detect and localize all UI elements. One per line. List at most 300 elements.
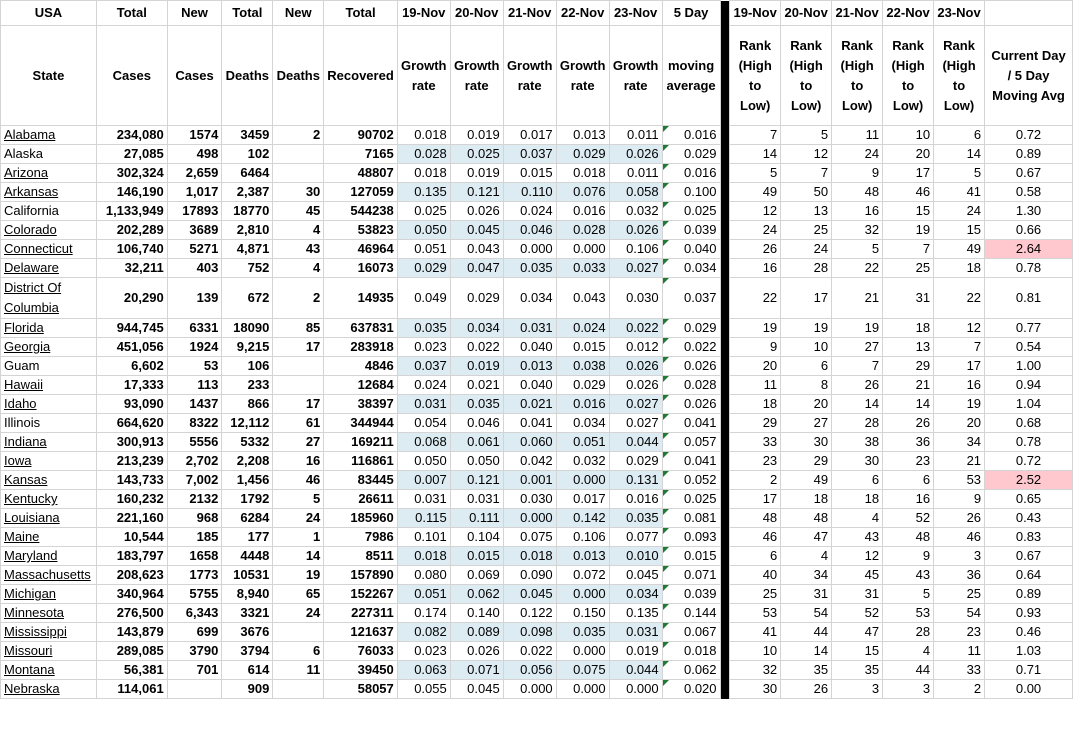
growth-rate-cell[interactable]: 0.075 xyxy=(556,661,609,680)
moving-average-cell[interactable]: 0.041 xyxy=(662,452,720,471)
new-deaths-cell[interactable]: 4 xyxy=(273,221,324,240)
rank-cell[interactable]: 47 xyxy=(832,623,883,642)
new-cases-cell[interactable]: 113 xyxy=(167,376,222,395)
rank-cell[interactable]: 14 xyxy=(781,642,832,661)
header-cell[interactable]: Rank (High to Low) xyxy=(781,26,832,126)
header-cell[interactable]: Deaths xyxy=(273,26,324,126)
rank-cell[interactable]: 53 xyxy=(934,471,985,490)
total-cases-cell[interactable]: 300,913 xyxy=(96,433,167,452)
header-cell[interactable]: Rank (High to Low) xyxy=(883,26,934,126)
growth-rate-cell[interactable]: 0.028 xyxy=(397,145,450,164)
total-cases-cell[interactable]: 234,080 xyxy=(96,126,167,145)
rank-cell[interactable]: 5 xyxy=(934,164,985,183)
growth-rate-cell[interactable]: 0.024 xyxy=(556,319,609,338)
state-cell[interactable] xyxy=(1,547,97,566)
rank-cell[interactable]: 21 xyxy=(883,376,934,395)
ratio-cell[interactable]: 0.78 xyxy=(985,433,1073,452)
total-cases-cell[interactable]: 32,211 xyxy=(96,259,167,278)
growth-rate-cell[interactable]: 0.082 xyxy=(397,623,450,642)
rank-cell[interactable]: 49 xyxy=(934,240,985,259)
header-cell[interactable]: moving average xyxy=(662,26,720,126)
growth-rate-cell[interactable]: 0.023 xyxy=(397,338,450,357)
rank-cell[interactable]: 33 xyxy=(730,433,781,452)
header-cell[interactable]: Growth rate xyxy=(503,26,556,126)
total-deaths-cell[interactable]: 5332 xyxy=(222,433,273,452)
new-cases-cell[interactable]: 498 xyxy=(167,145,222,164)
recovered-cell[interactable]: 16073 xyxy=(324,259,397,278)
growth-rate-cell[interactable]: 0.045 xyxy=(450,680,503,699)
total-deaths-cell[interactable]: 2,810 xyxy=(222,221,273,240)
recovered-cell[interactable]: 344944 xyxy=(324,414,397,433)
header-cell[interactable]: 23-Nov xyxy=(934,1,985,26)
growth-rate-cell[interactable]: 0.051 xyxy=(556,433,609,452)
recovered-cell[interactable]: 121637 xyxy=(324,623,397,642)
new-deaths-cell[interactable]: 43 xyxy=(273,240,324,259)
rank-cell[interactable]: 20 xyxy=(730,357,781,376)
growth-rate-cell[interactable]: 0.045 xyxy=(503,585,556,604)
total-cases-cell[interactable]: 208,623 xyxy=(96,566,167,585)
rank-cell[interactable]: 40 xyxy=(730,566,781,585)
growth-rate-cell[interactable]: 0.062 xyxy=(450,585,503,604)
moving-average-cell[interactable]: 0.028 xyxy=(662,376,720,395)
growth-rate-cell[interactable]: 0.035 xyxy=(556,623,609,642)
growth-rate-cell[interactable]: 0.174 xyxy=(397,604,450,623)
growth-rate-cell[interactable]: 0.121 xyxy=(450,471,503,490)
new-cases-cell[interactable]: 8322 xyxy=(167,414,222,433)
state-cell[interactable] xyxy=(1,164,97,183)
new-deaths-cell[interactable]: 27 xyxy=(273,433,324,452)
ratio-cell[interactable]: 0.83 xyxy=(985,528,1073,547)
ratio-cell[interactable]: 0.89 xyxy=(985,585,1073,604)
ratio-cell[interactable]: 0.94 xyxy=(985,376,1073,395)
growth-rate-cell[interactable]: 0.000 xyxy=(503,240,556,259)
header-cell[interactable]: 21-Nov xyxy=(832,1,883,26)
state-link[interactable]: Hawaii xyxy=(4,377,44,392)
growth-rate-cell[interactable]: 0.022 xyxy=(450,338,503,357)
growth-rate-cell[interactable]: 0.026 xyxy=(450,642,503,661)
rank-cell[interactable]: 3 xyxy=(832,680,883,699)
rank-cell[interactable]: 49 xyxy=(781,471,832,490)
rank-cell[interactable]: 26 xyxy=(781,680,832,699)
new-cases-cell[interactable]: 2,702 xyxy=(167,452,222,471)
new-cases-cell[interactable]: 1,017 xyxy=(167,183,222,202)
growth-rate-cell[interactable]: 0.016 xyxy=(556,202,609,221)
growth-rate-cell[interactable]: 0.030 xyxy=(503,490,556,509)
growth-rate-cell[interactable]: 0.012 xyxy=(609,338,662,357)
rank-cell[interactable]: 53 xyxy=(730,604,781,623)
header-cell[interactable] xyxy=(985,1,1073,26)
header-cell[interactable]: New xyxy=(167,1,222,26)
state-link[interactable]: Minnesota xyxy=(4,605,64,620)
growth-rate-cell[interactable]: 0.026 xyxy=(609,357,662,376)
total-deaths-cell[interactable]: 1792 xyxy=(222,490,273,509)
rank-cell[interactable]: 16 xyxy=(883,490,934,509)
growth-rate-cell[interactable]: 0.121 xyxy=(450,183,503,202)
growth-rate-cell[interactable]: 0.051 xyxy=(397,585,450,604)
rank-cell[interactable]: 31 xyxy=(883,278,934,319)
growth-rate-cell[interactable]: 0.069 xyxy=(450,566,503,585)
total-cases-cell[interactable]: 944,745 xyxy=(96,319,167,338)
total-deaths-cell[interactable]: 102 xyxy=(222,145,273,164)
rank-cell[interactable]: 54 xyxy=(781,604,832,623)
header-cell[interactable]: USA xyxy=(1,1,97,26)
new-cases-cell[interactable]: 2,659 xyxy=(167,164,222,183)
new-deaths-cell[interactable]: 30 xyxy=(273,183,324,202)
growth-rate-cell[interactable]: 0.050 xyxy=(450,452,503,471)
rank-cell[interactable]: 29 xyxy=(883,357,934,376)
growth-rate-cell[interactable]: 0.029 xyxy=(397,259,450,278)
state-cell[interactable] xyxy=(1,642,97,661)
header-cell[interactable]: 5 Day xyxy=(662,1,720,26)
growth-rate-cell[interactable]: 0.017 xyxy=(556,490,609,509)
total-deaths-cell[interactable]: 672 xyxy=(222,278,273,319)
growth-rate-cell[interactable]: 0.000 xyxy=(503,509,556,528)
new-deaths-cell[interactable]: 17 xyxy=(273,338,324,357)
growth-rate-cell[interactable]: 0.047 xyxy=(450,259,503,278)
header-cell[interactable]: Total xyxy=(222,1,273,26)
new-deaths-cell[interactable]: 65 xyxy=(273,585,324,604)
growth-rate-cell[interactable]: 0.150 xyxy=(556,604,609,623)
growth-rate-cell[interactable]: 0.031 xyxy=(397,395,450,414)
growth-rate-cell[interactable]: 0.029 xyxy=(556,376,609,395)
rank-cell[interactable]: 43 xyxy=(883,566,934,585)
rank-cell[interactable]: 18 xyxy=(730,395,781,414)
total-cases-cell[interactable]: 93,090 xyxy=(96,395,167,414)
rank-cell[interactable]: 19 xyxy=(883,221,934,240)
rank-cell[interactable]: 21 xyxy=(832,278,883,319)
growth-rate-cell[interactable]: 0.106 xyxy=(556,528,609,547)
rank-cell[interactable]: 35 xyxy=(781,661,832,680)
header-cell[interactable]: 23-Nov xyxy=(609,1,662,26)
rank-cell[interactable]: 52 xyxy=(832,604,883,623)
header-cell[interactable]: New xyxy=(273,1,324,26)
state-cell[interactable] xyxy=(1,395,97,414)
rank-cell[interactable]: 24 xyxy=(730,221,781,240)
ratio-cell[interactable]: 0.00 xyxy=(985,680,1073,699)
rank-cell[interactable]: 5 xyxy=(730,164,781,183)
state-link[interactable]: Massachusetts xyxy=(4,567,91,582)
ratio-cell[interactable]: 0.72 xyxy=(985,126,1073,145)
total-deaths-cell[interactable]: 3321 xyxy=(222,604,273,623)
moving-average-cell[interactable]: 0.062 xyxy=(662,661,720,680)
rank-cell[interactable]: 18 xyxy=(934,259,985,278)
growth-rate-cell[interactable]: 0.025 xyxy=(397,202,450,221)
rank-cell[interactable]: 47 xyxy=(781,528,832,547)
state-cell[interactable] xyxy=(1,126,97,145)
total-deaths-cell[interactable]: 866 xyxy=(222,395,273,414)
ratio-cell[interactable]: 0.46 xyxy=(985,623,1073,642)
state-cell[interactable] xyxy=(1,259,97,278)
total-deaths-cell[interactable]: 909 xyxy=(222,680,273,699)
new-cases-cell[interactable]: 1924 xyxy=(167,338,222,357)
ratio-cell[interactable]: 0.77 xyxy=(985,319,1073,338)
moving-average-cell[interactable]: 0.020 xyxy=(662,680,720,699)
header-cell[interactable]: 21-Nov xyxy=(503,1,556,26)
growth-rate-cell[interactable]: 0.018 xyxy=(397,126,450,145)
rank-cell[interactable]: 5 xyxy=(832,240,883,259)
growth-rate-cell[interactable]: 0.013 xyxy=(556,547,609,566)
moving-average-cell[interactable]: 0.016 xyxy=(662,164,720,183)
rank-cell[interactable]: 17 xyxy=(730,490,781,509)
rank-cell[interactable]: 15 xyxy=(883,202,934,221)
new-deaths-cell[interactable]: 14 xyxy=(273,547,324,566)
new-cases-cell[interactable]: 3689 xyxy=(167,221,222,240)
growth-rate-cell[interactable]: 0.000 xyxy=(503,680,556,699)
header-cell[interactable]: Cases xyxy=(167,26,222,126)
rank-cell[interactable]: 19 xyxy=(730,319,781,338)
rank-cell[interactable]: 38 xyxy=(832,433,883,452)
rank-cell[interactable]: 13 xyxy=(883,338,934,357)
growth-rate-cell[interactable]: 0.000 xyxy=(556,642,609,661)
rank-cell[interactable]: 23 xyxy=(883,452,934,471)
recovered-cell[interactable]: 637831 xyxy=(324,319,397,338)
header-cell[interactable]: 22-Nov xyxy=(556,1,609,26)
ratio-cell[interactable]: 0.68 xyxy=(985,414,1073,433)
growth-rate-cell[interactable]: 0.050 xyxy=(397,452,450,471)
growth-rate-cell[interactable]: 0.029 xyxy=(609,452,662,471)
rank-cell[interactable]: 15 xyxy=(934,221,985,240)
growth-rate-cell[interactable]: 0.026 xyxy=(450,202,503,221)
new-cases-cell[interactable]: 403 xyxy=(167,259,222,278)
state-link[interactable]: District Of Columbia xyxy=(4,280,62,315)
rank-cell[interactable]: 15 xyxy=(832,642,883,661)
rank-cell[interactable]: 22 xyxy=(832,259,883,278)
state-link[interactable]: Kansas xyxy=(4,472,48,487)
growth-rate-cell[interactable]: 0.015 xyxy=(556,338,609,357)
total-deaths-cell[interactable]: 18090 xyxy=(222,319,273,338)
growth-rate-cell[interactable]: 0.026 xyxy=(609,376,662,395)
recovered-cell[interactable]: 544238 xyxy=(324,202,397,221)
rank-cell[interactable]: 2 xyxy=(934,680,985,699)
growth-rate-cell[interactable]: 0.011 xyxy=(609,164,662,183)
rank-cell[interactable]: 11 xyxy=(730,376,781,395)
growth-rate-cell[interactable]: 0.135 xyxy=(609,604,662,623)
growth-rate-cell[interactable]: 0.024 xyxy=(397,376,450,395)
growth-rate-cell[interactable]: 0.022 xyxy=(503,642,556,661)
growth-rate-cell[interactable]: 0.060 xyxy=(503,433,556,452)
moving-average-cell[interactable]: 0.039 xyxy=(662,221,720,240)
growth-rate-cell[interactable]: 0.140 xyxy=(450,604,503,623)
growth-rate-cell[interactable]: 0.029 xyxy=(450,278,503,319)
moving-average-cell[interactable]: 0.067 xyxy=(662,623,720,642)
rank-cell[interactable]: 7 xyxy=(781,164,832,183)
moving-average-cell[interactable]: 0.093 xyxy=(662,528,720,547)
state-link[interactable]: Michigan xyxy=(4,586,57,601)
growth-rate-cell[interactable]: 0.046 xyxy=(450,414,503,433)
state-cell[interactable] xyxy=(1,145,97,164)
growth-rate-cell[interactable]: 0.076 xyxy=(556,183,609,202)
growth-rate-cell[interactable]: 0.016 xyxy=(556,395,609,414)
rank-cell[interactable]: 23 xyxy=(730,452,781,471)
rank-cell[interactable]: 25 xyxy=(730,585,781,604)
growth-rate-cell[interactable]: 0.043 xyxy=(556,278,609,319)
recovered-cell[interactable]: 12684 xyxy=(324,376,397,395)
header-cell[interactable]: 20-Nov xyxy=(450,1,503,26)
moving-average-cell[interactable]: 0.041 xyxy=(662,414,720,433)
recovered-cell[interactable]: 7165 xyxy=(324,145,397,164)
total-cases-cell[interactable]: 289,085 xyxy=(96,642,167,661)
growth-rate-cell[interactable]: 0.090 xyxy=(503,566,556,585)
rank-cell[interactable]: 24 xyxy=(832,145,883,164)
rank-cell[interactable]: 14 xyxy=(934,145,985,164)
rank-cell[interactable]: 48 xyxy=(730,509,781,528)
growth-rate-cell[interactable]: 0.015 xyxy=(450,547,503,566)
rank-cell[interactable]: 12 xyxy=(781,145,832,164)
rank-cell[interactable]: 20 xyxy=(781,395,832,414)
growth-rate-cell[interactable]: 0.021 xyxy=(503,395,556,414)
growth-rate-cell[interactable]: 0.106 xyxy=(609,240,662,259)
new-cases-cell[interactable]: 5556 xyxy=(167,433,222,452)
rank-cell[interactable]: 9 xyxy=(934,490,985,509)
growth-rate-cell[interactable]: 0.034 xyxy=(609,585,662,604)
moving-average-cell[interactable]: 0.057 xyxy=(662,433,720,452)
growth-rate-cell[interactable]: 0.049 xyxy=(397,278,450,319)
rank-cell[interactable]: 17 xyxy=(934,357,985,376)
rank-cell[interactable]: 23 xyxy=(934,623,985,642)
growth-rate-cell[interactable]: 0.000 xyxy=(556,240,609,259)
recovered-cell[interactable]: 152267 xyxy=(324,585,397,604)
ratio-cell[interactable]: 1.00 xyxy=(985,357,1073,376)
total-cases-cell[interactable]: 1,133,949 xyxy=(96,202,167,221)
recovered-cell[interactable]: 14935 xyxy=(324,278,397,319)
rank-cell[interactable]: 18 xyxy=(832,490,883,509)
total-deaths-cell[interactable]: 3794 xyxy=(222,642,273,661)
state-cell[interactable] xyxy=(1,471,97,490)
growth-rate-cell[interactable]: 0.019 xyxy=(450,126,503,145)
growth-rate-cell[interactable]: 0.058 xyxy=(609,183,662,202)
rank-cell[interactable]: 24 xyxy=(934,202,985,221)
total-deaths-cell[interactable]: 106 xyxy=(222,357,273,376)
rank-cell[interactable]: 4 xyxy=(781,547,832,566)
total-cases-cell[interactable]: 202,289 xyxy=(96,221,167,240)
growth-rate-cell[interactable]: 0.000 xyxy=(609,680,662,699)
rank-cell[interactable]: 12 xyxy=(730,202,781,221)
rank-cell[interactable]: 45 xyxy=(832,566,883,585)
state-cell[interactable] xyxy=(1,528,97,547)
growth-rate-cell[interactable]: 0.050 xyxy=(397,221,450,240)
growth-rate-cell[interactable]: 0.007 xyxy=(397,471,450,490)
rank-cell[interactable]: 22 xyxy=(934,278,985,319)
state-link[interactable]: Iowa xyxy=(4,453,32,468)
rank-cell[interactable]: 12 xyxy=(934,319,985,338)
new-deaths-cell[interactable]: 1 xyxy=(273,528,324,547)
state-link[interactable]: Idaho xyxy=(4,396,37,411)
header-cell[interactable]: 19-Nov xyxy=(730,1,781,26)
rank-cell[interactable]: 49 xyxy=(730,183,781,202)
total-deaths-cell[interactable]: 3676 xyxy=(222,623,273,642)
growth-rate-cell[interactable]: 0.027 xyxy=(609,259,662,278)
growth-rate-cell[interactable]: 0.035 xyxy=(450,395,503,414)
header-cell[interactable]: 20-Nov xyxy=(781,1,832,26)
new-deaths-cell[interactable] xyxy=(273,680,324,699)
recovered-cell[interactable]: 76033 xyxy=(324,642,397,661)
new-deaths-cell[interactable]: 85 xyxy=(273,319,324,338)
rank-cell[interactable]: 3 xyxy=(883,680,934,699)
growth-rate-cell[interactable]: 0.023 xyxy=(397,642,450,661)
state-cell[interactable] xyxy=(1,338,97,357)
recovered-cell[interactable]: 7986 xyxy=(324,528,397,547)
rank-cell[interactable]: 21 xyxy=(934,452,985,471)
growth-rate-cell[interactable]: 0.018 xyxy=(556,164,609,183)
growth-rate-cell[interactable]: 0.040 xyxy=(503,338,556,357)
new-cases-cell[interactable]: 7,002 xyxy=(167,471,222,490)
growth-rate-cell[interactable]: 0.101 xyxy=(397,528,450,547)
header-cell[interactable]: 19-Nov xyxy=(397,1,450,26)
growth-rate-cell[interactable]: 0.021 xyxy=(450,376,503,395)
growth-rate-cell[interactable]: 0.104 xyxy=(450,528,503,547)
growth-rate-cell[interactable]: 0.000 xyxy=(556,471,609,490)
moving-average-cell[interactable]: 0.016 xyxy=(662,126,720,145)
total-deaths-cell[interactable]: 12,112 xyxy=(222,414,273,433)
growth-rate-cell[interactable]: 0.040 xyxy=(503,376,556,395)
growth-rate-cell[interactable]: 0.038 xyxy=(556,357,609,376)
header-cell[interactable]: 22-Nov xyxy=(883,1,934,26)
header-cell[interactable]: Deaths xyxy=(222,26,273,126)
rank-cell[interactable]: 12 xyxy=(832,547,883,566)
rank-cell[interactable]: 14 xyxy=(883,395,934,414)
total-cases-cell[interactable]: 340,964 xyxy=(96,585,167,604)
moving-average-cell[interactable]: 0.029 xyxy=(662,145,720,164)
rank-cell[interactable]: 52 xyxy=(883,509,934,528)
moving-average-cell[interactable]: 0.026 xyxy=(662,395,720,414)
rank-cell[interactable]: 48 xyxy=(832,183,883,202)
moving-average-cell[interactable]: 0.081 xyxy=(662,509,720,528)
header-cell[interactable]: Total xyxy=(96,1,167,26)
total-cases-cell[interactable]: 27,085 xyxy=(96,145,167,164)
moving-average-cell[interactable]: 0.015 xyxy=(662,547,720,566)
state-cell[interactable] xyxy=(1,376,97,395)
rank-cell[interactable]: 19 xyxy=(832,319,883,338)
ratio-cell[interactable]: 0.67 xyxy=(985,164,1073,183)
growth-rate-cell[interactable]: 0.080 xyxy=(397,566,450,585)
ratio-cell[interactable]: 0.78 xyxy=(985,259,1073,278)
rank-cell[interactable]: 7 xyxy=(730,126,781,145)
moving-average-cell[interactable]: 0.034 xyxy=(662,259,720,278)
growth-rate-cell[interactable]: 0.019 xyxy=(450,164,503,183)
rank-cell[interactable]: 34 xyxy=(781,566,832,585)
rank-cell[interactable]: 6 xyxy=(730,547,781,566)
rank-cell[interactable]: 46 xyxy=(883,183,934,202)
new-cases-cell[interactable]: 701 xyxy=(167,661,222,680)
rank-cell[interactable]: 11 xyxy=(934,642,985,661)
header-cell[interactable]: Growth rate xyxy=(609,26,662,126)
moving-average-cell[interactable]: 0.025 xyxy=(662,202,720,221)
rank-cell[interactable]: 10 xyxy=(730,642,781,661)
state-cell[interactable] xyxy=(1,414,97,433)
rank-cell[interactable]: 54 xyxy=(934,604,985,623)
rank-cell[interactable]: 17 xyxy=(781,278,832,319)
state-link[interactable]: Indiana xyxy=(4,434,47,449)
ratio-cell[interactable]: 1.04 xyxy=(985,395,1073,414)
total-deaths-cell[interactable]: 10531 xyxy=(222,566,273,585)
new-deaths-cell[interactable] xyxy=(273,357,324,376)
total-deaths-cell[interactable]: 2,387 xyxy=(222,183,273,202)
rank-cell[interactable]: 36 xyxy=(883,433,934,452)
rank-cell[interactable]: 14 xyxy=(832,395,883,414)
recovered-cell[interactable]: 48807 xyxy=(324,164,397,183)
state-link[interactable]: Georgia xyxy=(4,339,51,354)
rank-cell[interactable]: 7 xyxy=(934,338,985,357)
rank-cell[interactable]: 35 xyxy=(832,661,883,680)
header-cell[interactable]: Cases xyxy=(96,26,167,126)
rank-cell[interactable]: 16 xyxy=(934,376,985,395)
state-cell[interactable] xyxy=(1,240,97,259)
rank-cell[interactable]: 48 xyxy=(883,528,934,547)
new-deaths-cell[interactable]: 2 xyxy=(273,278,324,319)
new-cases-cell[interactable]: 968 xyxy=(167,509,222,528)
growth-rate-cell[interactable]: 0.051 xyxy=(397,240,450,259)
new-cases-cell[interactable]: 53 xyxy=(167,357,222,376)
